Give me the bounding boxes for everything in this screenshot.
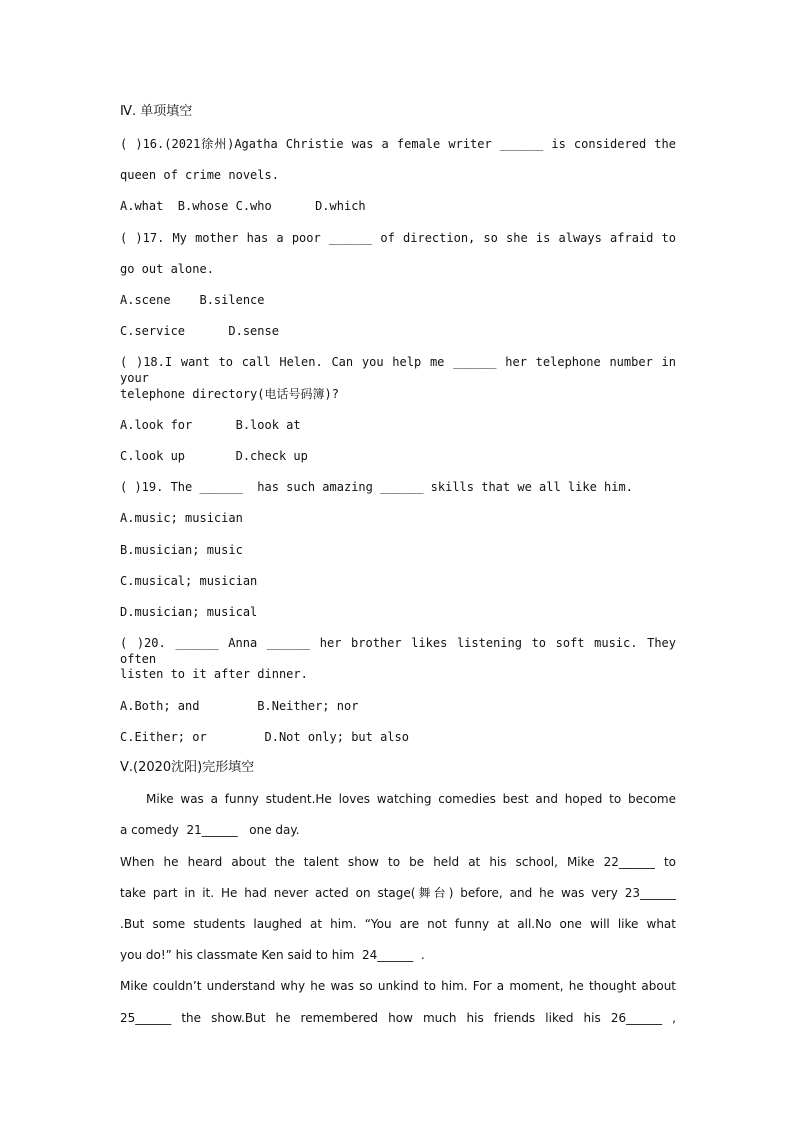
- question-19-option-c: C.musical; musician: [120, 574, 258, 588]
- passage-p2-line-2: take part in it. He had never acted on stage(舞台) before, and he was very 23______: [120, 886, 676, 900]
- question-18-line-1: ( )18.I want to call Helen. Can you help me ______ her telephone number in your: [120, 355, 676, 385]
- question-19-option-d: D.musician; musical: [120, 605, 258, 619]
- question-18-options-cd: C.look up D.check up: [120, 449, 308, 463]
- question-18-line-2: telephone directory(电话号码簿)?: [120, 387, 339, 401]
- question-17-line-1: ( )17. My mother has a poor ______ of direction, so she is always afraid to: [120, 231, 676, 245]
- question-18-options-ab: A.look for B.look at: [120, 418, 301, 432]
- question-17-line-2: go out alone.: [120, 262, 214, 276]
- question-20-options-cd: C.Either; or D.Not only; but also: [120, 730, 409, 744]
- question-20-options-ab: A.Both; and B.Neither; nor: [120, 699, 359, 713]
- passage-p1-line-1: Mike was a funny student.He loves watching comedies best and hoped to become: [146, 792, 676, 806]
- passage-p2-line-4: you do!” his classmate Ken said to him 24______ .: [120, 948, 425, 962]
- question-19-option-a: A.music; musician: [120, 511, 243, 525]
- section-heading-cloze: Ⅴ.(2020沈阳)完形填空: [120, 760, 255, 775]
- passage-p3-line-2: 25______ the show.But he remembered how much his friends liked his 26______ ,: [120, 1011, 676, 1025]
- passage-p2-line-1: When he heard about the talent show to be held at his school, Mike 22______ to: [120, 855, 676, 869]
- question-16-line-1: ( )16.(2021徐州)Agatha Christie was a female writer ______ is considered the: [120, 137, 676, 151]
- question-20-line-1: ( )20. ______ Anna ______ her brother likes listening to soft music. They often: [120, 636, 676, 666]
- section-heading-single-choice: Ⅳ. 单项填空: [120, 104, 193, 119]
- question-16-line-2: queen of crime novels.: [120, 168, 279, 182]
- question-17-options-cd: C.service D.sense: [120, 324, 279, 338]
- question-19-line-1: ( )19. The ______ has such amazing ______ skills that we all like him.: [120, 480, 633, 494]
- question-19-option-b: B.musician; music: [120, 543, 243, 557]
- question-17-options-ab: A.scene B.silence: [120, 293, 265, 307]
- question-16-options: A.what B.whose C.who D.which: [120, 199, 366, 213]
- passage-p1-line-2: a comedy 21______ one day.: [120, 823, 300, 837]
- question-20-line-2: listen to it after dinner.: [120, 667, 308, 681]
- passage-p2-line-3: .But some students laughed at him. “You are not funny at all.No one will like what: [120, 917, 676, 931]
- passage-p3-line-1: Mike couldn’t understand why he was so unkind to him. For a moment, he thought about: [120, 979, 676, 993]
